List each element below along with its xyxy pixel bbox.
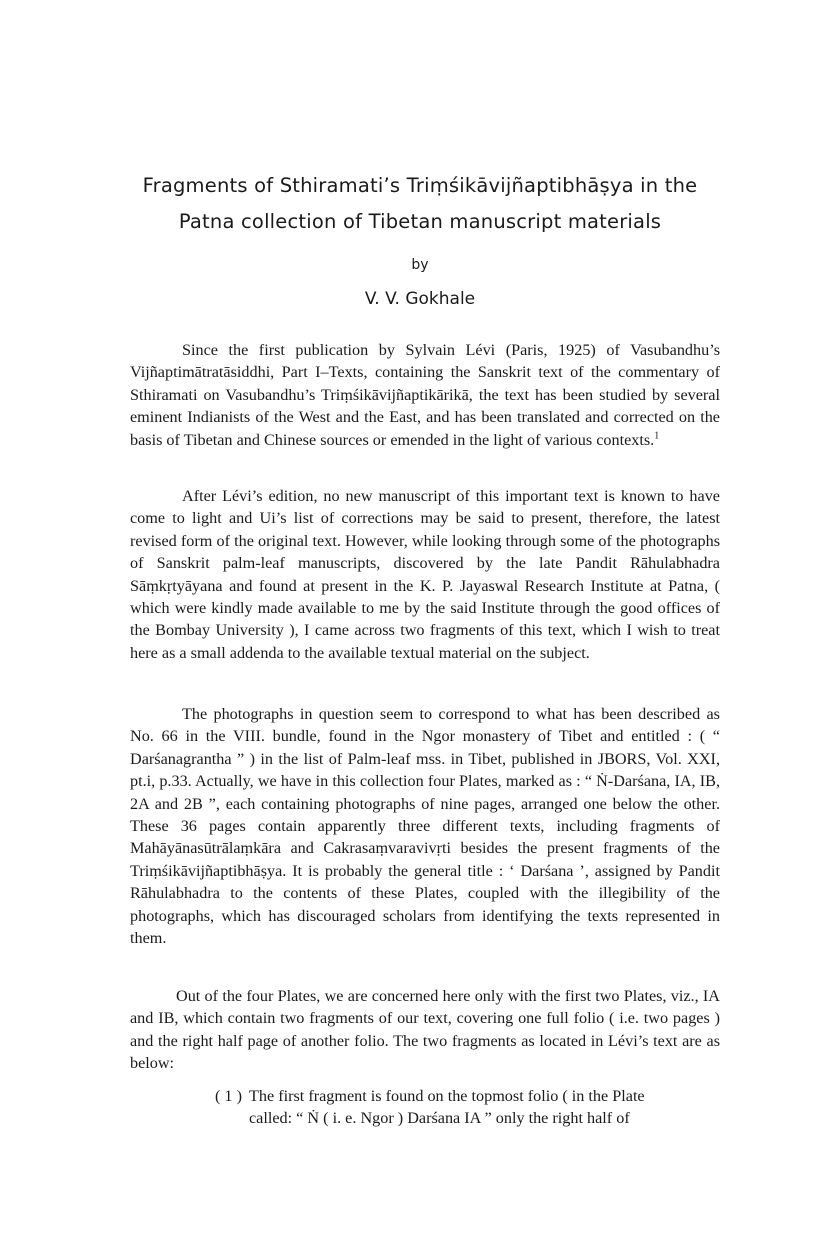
- byline-by: by: [411, 257, 429, 273]
- paragraph-2: [130, 485, 720, 664]
- article-title-line2: Patna collection of Tibetan manuscript materials: [178, 210, 662, 233]
- footnote-marker: 1: [654, 430, 660, 442]
- numbered-list-item: [215, 1085, 720, 1130]
- author-name: V. V. Gokhale: [364, 289, 476, 309]
- paragraph-2-text: After Lévi’s edition, no new manuscript of this important text is known to have come to light and Ui’s list of corrections may be said to present, therefore, the latest revised form of the original text. However, while looking through some of the photographs of Sanskrit palm-leaf manuscripts, discovered by the late Pandit Rāhulabhadra Sāṃkṛtyāyana and found at present in the K. P. Jayaswal Research Institute at Patna, ( which were kindly made available to me by the said Institute through the good offices of the Bombay University ), I came across two fragments of this text, which I wish to treat here as a small addenda to the available textual material on the subject.: [130, 487, 720, 662]
- paragraph-4: [130, 985, 720, 1075]
- paragraph-1-text: Since the first publication by Sylvain Lévi (Paris, 1925) of Vasubandhu’s Vijñaptimātratāsiddhi, Part I–Texts, containing the Sanskrit text of the commentary of Sthiramati on Vasubandhu’s Triṃśikāvijñaptikārikā, the text has been studied by several eminent Indianists of the West and the East, and has been translated and corrected on the basis of Tibetan and Chinese sources or emended in the light of various contexts.: [130, 341, 720, 449]
- paragraph-3: [130, 703, 720, 949]
- list-item-number: ( 1 ): [215, 1087, 242, 1105]
- article-title-line1: Fragments of Sthiramati’s Triṃśikāvijñaptibhāṣya in the: [142, 174, 698, 197]
- list-item-line1: The first fragment is found on the topmost folio ( in the Plate: [249, 1087, 645, 1105]
- list-item-line2: called: “ Ṅ ( i. e. Ngor ) Darśana IA ” only the right half of: [249, 1109, 630, 1128]
- paragraph-3-text: The photographs in question seem to correspond to what has been described as No. 66 in the VIII. bundle, found in the Ngor monastery of Tibet and entitled : ( “ Darśanagrantha ” ) in the list of Palm-leaf mss. in Tibet, published in JBORS, Vol. XXI, pt.i, p.33. Actually, we have in this collection four Plates, marked as : “ Ṅ-Darśana, IA, IB, 2A and 2B ”, each containing photographs of nine pages, arranged one below the other. These 36 pages contain apparently three different texts, including fragments of Mahāyānasūtrālaṃkāra and Cakrasaṃvaravivṛti besides the present fragments of the Triṃśikāvijñaptibhāṣya. It is probably the general title : ‘ Darśana ’, assigned by Pandit Rāhulabhadra to the contents of these Plates, coupled with the illegibility of the photographs, which has discouraged scholars from identifying the texts represented in them.: [130, 705, 720, 948]
- paragraph-4-text: Out of the four Plates, we are concerned here only with the first two Plates, viz., IA and IB, which contain two fragments of our text, covering one full folio ( i.e. two pages ) and the right half page of another folio. The two fragments as located in Lévi’s text are as below:: [130, 987, 720, 1073]
- paragraph-1: [130, 339, 720, 451]
